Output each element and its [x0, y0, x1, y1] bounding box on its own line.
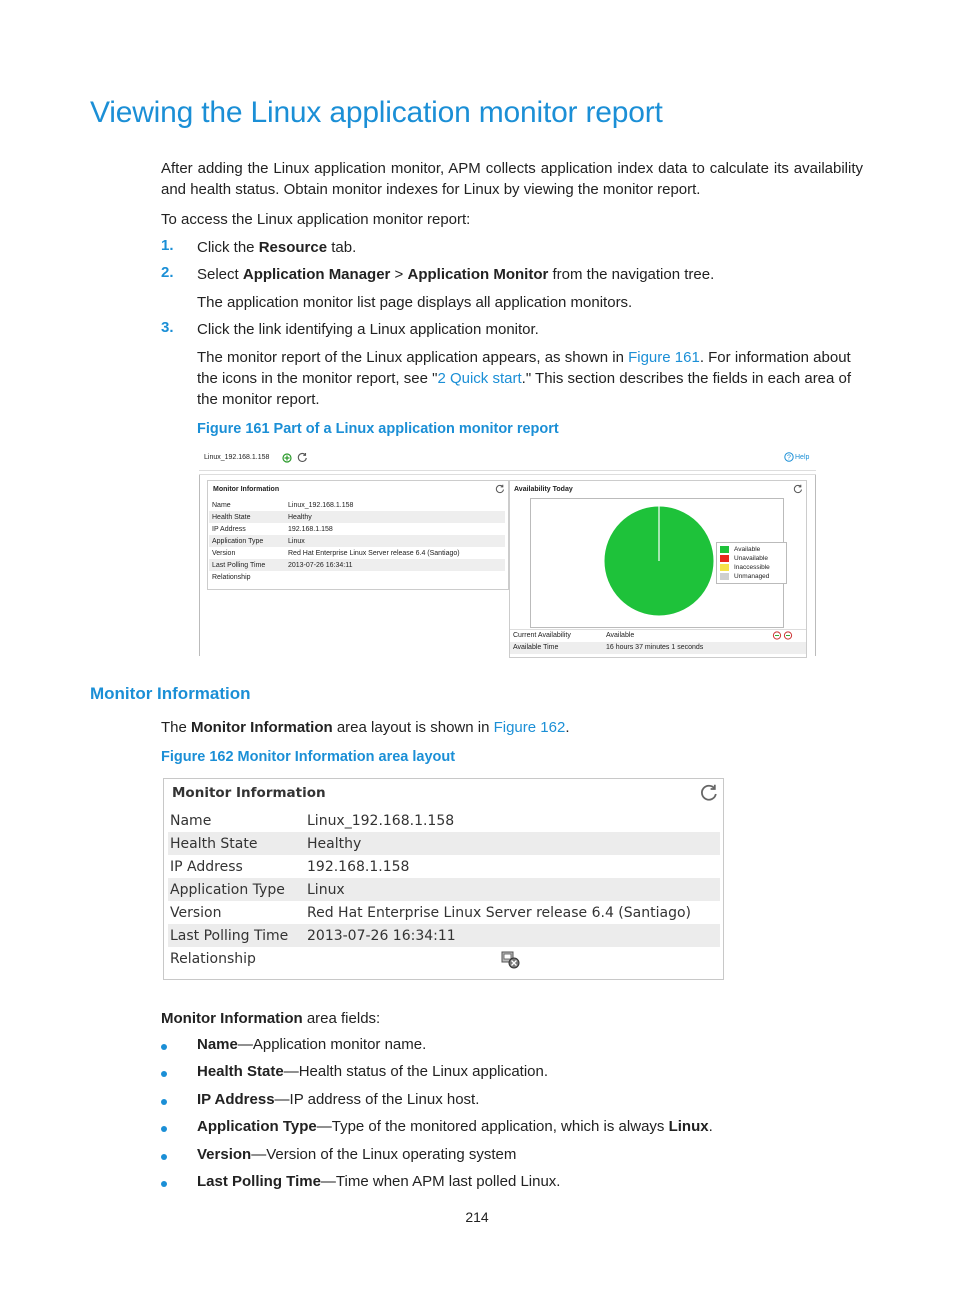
figure-161-link[interactable]: Figure 161 — [628, 349, 700, 366]
mini-mi-refresh-icon[interactable] — [495, 484, 505, 494]
quick-start-link[interactable]: 2 Quick start — [437, 370, 522, 387]
list-item: Version—Version of the Linux operating system — [197, 1145, 517, 1163]
legend-label: Unmanaged — [734, 573, 770, 580]
row-label: Relationship — [170, 950, 256, 967]
row-value: Healthy — [305, 832, 720, 855]
list-item: Application Type—Type of the monitored application, which is always Linux. — [197, 1118, 713, 1136]
row-value: 192.168.1.158 — [307, 858, 410, 875]
mini-row-label: Version — [212, 549, 236, 557]
mini-row-value: Red Hat Enterprise Linux Server release 6.4 (Santiago) — [288, 549, 460, 557]
row-label: Health State — [168, 832, 305, 855]
mini-row-value: Linux — [285, 535, 505, 547]
availability-title: Availability Today — [514, 486, 573, 493]
intro-paragraph: After adding the Linux application monitor, APM collects application index data to calculate its availability and health status. Obtain monitor indexes for Linux by viewing the monitor report. — [161, 160, 863, 198]
available-time-row: Available Time 16 hours 37 minutes 1 seconds — [510, 642, 806, 654]
legend-swatch — [720, 546, 729, 553]
bullet-icon — [161, 1154, 167, 1160]
help-icon[interactable] — [784, 452, 794, 462]
mini-table-row — [209, 535, 505, 547]
bullet-icon — [161, 1099, 167, 1105]
step-1: Click the Resource tab. — [197, 239, 357, 256]
current-availability-row: Current Availability Available — [510, 629, 806, 642]
mini-table-row — [209, 523, 505, 535]
row-value: Red Hat Enterprise Linux Server release 6.4 (Santiago) — [307, 904, 691, 921]
mini-table-row — [209, 547, 505, 559]
row-value: Linux_192.168.1.158 — [307, 812, 455, 829]
availability-chart-area — [530, 498, 784, 628]
legend-label: Unavailable — [734, 555, 768, 562]
mini-mi-title: Monitor Information — [213, 486, 280, 493]
bullet-icon — [161, 1181, 167, 1187]
row-label: IP Address — [170, 858, 243, 875]
refresh-icon[interactable] — [297, 452, 308, 463]
step-2: Select Application Manager > Application Monitor from the navigation tree. — [197, 266, 715, 283]
panel-table — [168, 809, 720, 970]
add-icon[interactable] — [282, 453, 292, 463]
mini-row-label: Relationship — [212, 573, 251, 581]
mini-row-label: Application Type — [209, 535, 285, 547]
svg-text:?: ? — [787, 454, 791, 462]
fields-intro: Monitor Information area fields: — [161, 1010, 381, 1027]
mini-mi-table — [209, 499, 505, 583]
figure-161-caption: Figure 161 Part of a Linux application monitor report — [197, 421, 559, 437]
mini-row-value — [285, 571, 505, 583]
availability-action-icons[interactable] — [772, 630, 796, 641]
table-row — [168, 924, 720, 947]
relationship-icon[interactable] — [500, 950, 522, 970]
mini-table-row — [209, 559, 505, 571]
mini-row-label: Last Polling Time — [209, 559, 285, 571]
bullet-icon — [161, 1044, 167, 1050]
mini-table-row — [209, 571, 505, 583]
list-item: Name—Application monitor name. — [197, 1036, 427, 1053]
table-row — [168, 878, 720, 901]
row-value: 2013-07-26 16:34:11 — [305, 924, 720, 947]
mini-table-row — [209, 511, 505, 523]
panel-refresh-icon[interactable] — [699, 783, 719, 803]
step-3-note: The monitor report of the Linux application appears, as shown in Figure 161. For information about the icons in the monitor report, see "2 Quick start." This section describes the fields in each area of the monitor report. — [197, 349, 852, 408]
list-item: Last Polling Time—Time when APM last polled Linux. — [197, 1173, 561, 1190]
legend-swatch — [720, 573, 729, 580]
mini-monitor-info-panel — [207, 480, 509, 590]
legend-item — [720, 572, 769, 581]
step-number-1: 1. — [161, 237, 174, 254]
monitor-information-panel — [163, 778, 724, 980]
list-item: Health State—Health status of the Linux application. — [197, 1063, 549, 1081]
mini-row-value: Linux_192.168.1.158 — [288, 501, 354, 509]
mini-row-label: Name — [212, 501, 231, 509]
legend-item — [720, 554, 768, 563]
mini-row-value: Healthy — [285, 511, 505, 523]
row-label: Name — [170, 812, 212, 829]
legend-item — [720, 563, 770, 572]
row-label: Application Type — [168, 878, 305, 901]
access-intro: To access the Linux application monitor report: — [161, 211, 471, 228]
table-row — [168, 832, 720, 855]
mini-row-value: 2013-07-26 16:34:11 — [285, 559, 505, 571]
page-number: 214 — [465, 1209, 489, 1225]
legend-label: Inaccessible — [734, 564, 770, 571]
bullet-icon — [161, 1071, 167, 1077]
table-row — [168, 947, 720, 970]
panel-title: Monitor Information — [172, 785, 326, 801]
section-intro: The Monitor Information area layout is shown in Figure 162. — [161, 719, 570, 736]
table-row — [168, 809, 720, 832]
mini-row-value: 192.168.1.158 — [288, 525, 333, 533]
availability-refresh-icon[interactable] — [793, 484, 803, 494]
step-number-2: 2. — [161, 264, 174, 281]
step-number-3: 3. — [161, 319, 174, 336]
row-label: Version — [170, 904, 222, 921]
mini-row-label: Health State — [209, 511, 285, 523]
legend-item — [720, 545, 760, 554]
mini-row-label: IP Address — [212, 525, 246, 533]
figure-161-screenshot — [199, 448, 816, 656]
help-link[interactable]: Help — [795, 454, 810, 461]
figure-162-caption: Figure 162 Monitor Information area layout — [161, 749, 456, 765]
monitor-toolbar — [199, 448, 816, 471]
row-label: Last Polling Time — [168, 924, 305, 947]
step-3: Click the link identifying a Linux application monitor. — [197, 321, 539, 338]
mini-availability-panel — [509, 480, 807, 658]
section-heading: Monitor Information — [90, 684, 251, 703]
list-item: IP Address—IP address of the Linux host. — [197, 1090, 480, 1108]
bullet-icon — [161, 1126, 167, 1132]
legend-swatch — [720, 564, 729, 571]
row-value: Linux — [305, 878, 720, 901]
page-title: Viewing the Linux application monitor report — [90, 96, 663, 129]
table-row — [168, 901, 720, 924]
legend-swatch — [720, 555, 729, 562]
legend-label: Available — [734, 546, 761, 553]
step-2-note: The application monitor list page displays all application monitors. — [197, 294, 633, 311]
mini-table-row — [209, 499, 505, 511]
figure-162-link[interactable]: Figure 162 — [493, 719, 566, 736]
monitor-name: Linux_192.168.1.158 — [204, 454, 270, 461]
table-row — [168, 855, 720, 878]
availability-legend — [716, 542, 787, 584]
